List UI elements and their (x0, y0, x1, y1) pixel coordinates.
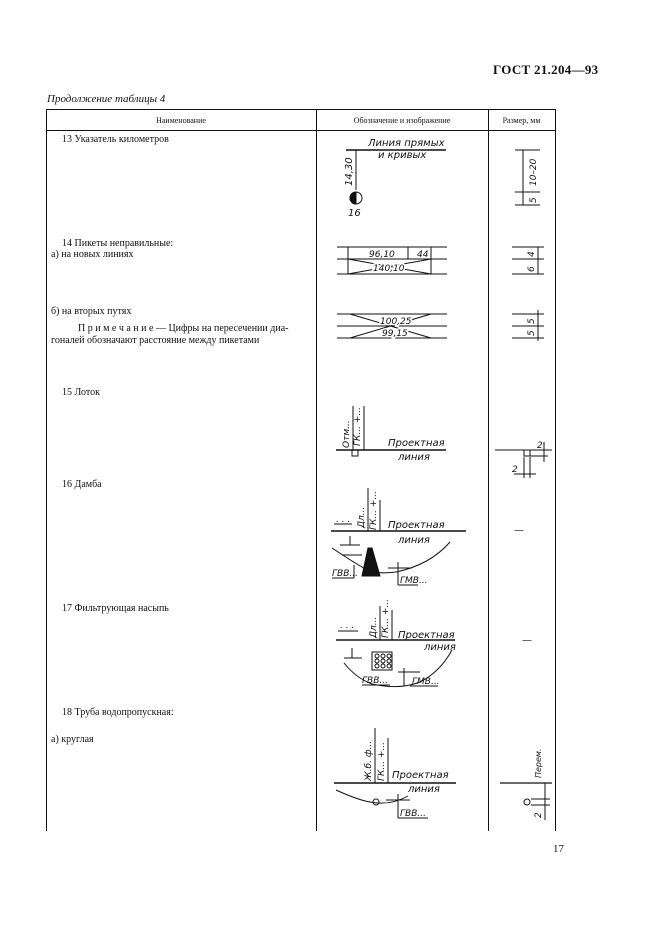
picket-second-symbol (337, 314, 447, 339)
culvert-dim-2: 2 (534, 812, 544, 818)
culvert-dim-1: Перем. (534, 748, 543, 778)
picket-new-v2: 44 (417, 250, 429, 260)
page-number: 17 (553, 843, 564, 855)
culvert-dims (500, 748, 552, 820)
dam-line-1: Проектная (388, 520, 445, 531)
row-14-title: 14 Пикеты неправильные: (62, 238, 174, 249)
filter-v2: ГК... +... (381, 599, 391, 638)
picket-new-dims (512, 247, 544, 274)
km-value: 14,30 (344, 157, 355, 186)
km-line-text-2: и кривых (378, 150, 427, 161)
filter-embankment-symbol (336, 599, 456, 687)
culvert-line-1: Проектная (392, 770, 449, 781)
filter-line-2: линия (424, 642, 456, 653)
filter-dim-dash: — (522, 635, 532, 646)
dam-symbol (331, 488, 466, 586)
tray-line-1: Проектная (388, 438, 445, 449)
km-dim-2: 5 (529, 197, 539, 203)
tray-symbol (336, 406, 446, 463)
dam-v1: Дл... (357, 506, 367, 528)
filter-dots: . . . (340, 621, 355, 631)
dam-gvv: ГВВ... (332, 569, 358, 579)
picket-second-dim-1: 5 (527, 318, 537, 324)
picket-new-dim-2: 6 (527, 266, 537, 272)
column-header-symbol: Обозначение и изображение (353, 116, 451, 125)
culvert-line-2: линия (408, 784, 440, 795)
column-header-size: Размер, мм (502, 116, 541, 125)
km-dim-1: 10–20 (529, 158, 539, 186)
column-header-name: Наименование (156, 116, 206, 125)
km-marker-symbol (344, 138, 446, 219)
filter-line-1: Проектная (398, 630, 455, 641)
row-17-title: 17 Фильтрующая насыпь (62, 603, 169, 614)
row-15-title: 15 Лоток (62, 387, 100, 398)
dam-dim-dash: — (514, 525, 524, 536)
dam-line-2: линия (398, 535, 430, 546)
standard-header: ГОСТ 21.204—93 (493, 62, 599, 77)
table-caption: Продолжение таблицы 4 (47, 93, 166, 105)
picket-new-symbol (337, 247, 447, 274)
row-16-title: 16 Дамба (62, 479, 102, 490)
tray-dim-1: 2 (537, 441, 543, 451)
picket-second-dims (512, 310, 544, 341)
dam-gmv: ГМВ... (400, 576, 428, 586)
row-14-sub-a: а) на новых линиях (51, 249, 134, 260)
picket-new-dim-1: 4 (527, 251, 537, 257)
picket-second-dim-2: 5 (527, 330, 537, 336)
culvert-gvv: ГВВ... (400, 809, 426, 819)
dam-v2: ГК... +... (369, 491, 379, 530)
row-18-title: 18 Труба водопропускная: (62, 707, 174, 718)
row-14-note-2: гоналей обозначают расстояние между пикетами (51, 335, 260, 346)
km-dims (515, 150, 540, 205)
culvert-v2: ГК... +... (377, 742, 387, 781)
row-18-sub-a: а) круглая (51, 734, 94, 745)
km-number: 16 (348, 208, 361, 219)
dam-dots: . . . (336, 515, 351, 525)
picket-new-v3: 140,10 (373, 264, 405, 274)
picket-second-v2: 99,15 (382, 329, 408, 339)
km-line-text-1: Линия прямых (368, 138, 445, 149)
filter-gvv: ГВВ... (362, 676, 388, 686)
culvert-symbol (334, 728, 456, 819)
tray-dims (495, 441, 552, 478)
row-14-sub-b: б) на вторых путях (51, 306, 132, 317)
tray-v2: ГК... +... (353, 407, 363, 446)
row-13-title: 13 Указатель километров (62, 134, 169, 145)
filter-v1: Дл... (369, 616, 379, 638)
row-14-note-1: П р и м е ч а н и е — Цифры на пересечении диа- (78, 323, 289, 334)
culvert-v1: Ж.б. ф... (364, 740, 374, 781)
picket-second-v1: 100,25 (380, 317, 412, 327)
filter-gmv: ГМВ... (412, 677, 440, 687)
picket-new-v1: 96,10 (369, 250, 395, 260)
tray-line-2: линия (398, 452, 430, 463)
tray-dim-2: 2 (512, 465, 518, 475)
tray-v1: Отм... (342, 420, 352, 448)
